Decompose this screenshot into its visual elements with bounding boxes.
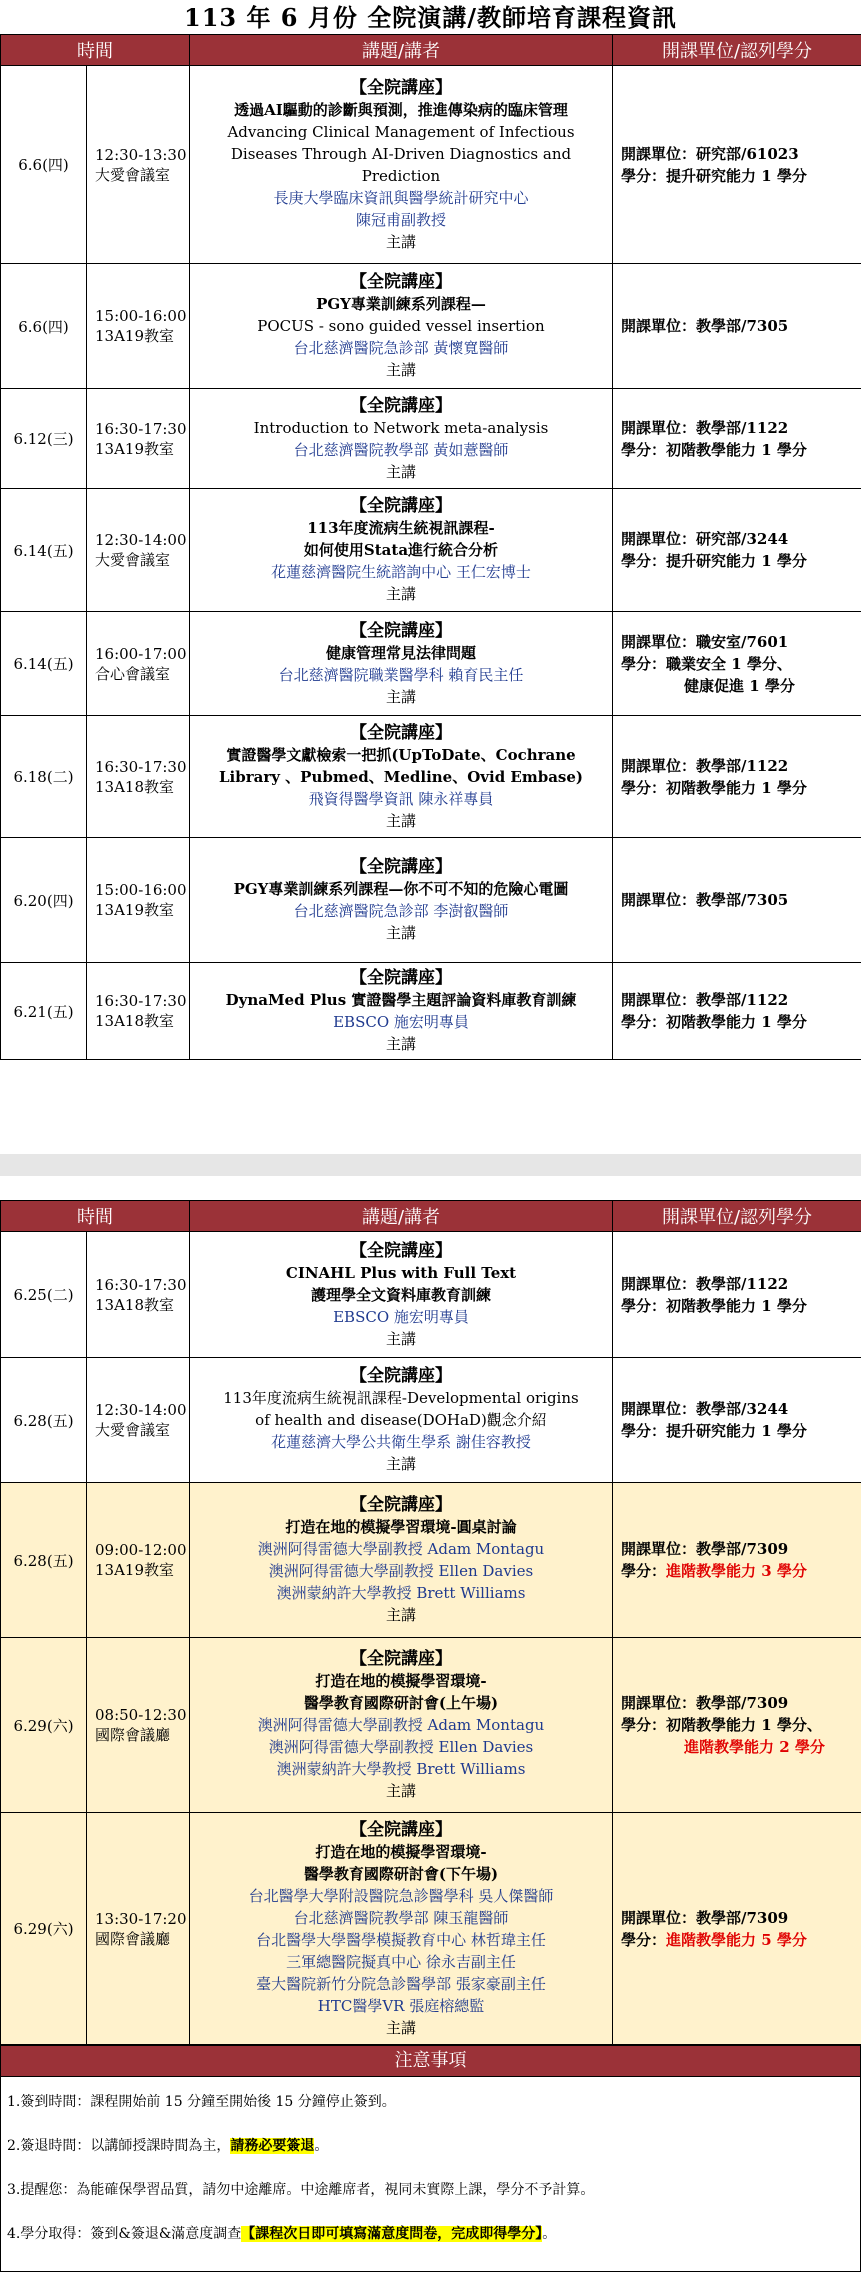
time-range: 16:30-17:30 (95, 757, 189, 777)
time-cell (87, 1813, 190, 2045)
note-1: 1.簽到時間：課程開始前 15 分鐘至開始後 15 分鐘停止簽到。 (7, 2091, 854, 2113)
speaker: EBSCO 施宏明專員 (190, 1011, 612, 1033)
table-row (1, 1232, 861, 1358)
note-2-text: 2.簽退時間：以講師授課時間為主， (7, 2138, 230, 2154)
lecture-kind: 【全院講座】 (190, 1240, 612, 1262)
speaker: 長庚大學臨床資訊與醫學統計研究中心 (190, 187, 612, 209)
room-name: 國際會議廳 (95, 1929, 189, 1949)
speaker: 陳冠甫副教授 (190, 209, 612, 231)
time-range: 15:00-16:00 (95, 880, 189, 900)
host-label: 主講 (190, 1453, 612, 1475)
time-range: 12:30-13:30 (95, 145, 189, 165)
lecture-kind: 【全院講座】 (190, 395, 612, 417)
speaker: 台北慈濟醫院急診部 李澍叡醫師 (190, 900, 612, 922)
time-cell (87, 389, 190, 489)
lecture-title: 打造在地的模擬學習環境- (190, 1841, 612, 1863)
date-cell: 6.6(四) (1, 264, 87, 389)
room-name: 13A18教室 (95, 1295, 189, 1315)
room-name: 13A18教室 (95, 1011, 189, 1031)
lecture-title: 如何使用Stata進行統合分析 (190, 539, 612, 561)
credit-advanced: 進階教學能力 3 學分 (666, 1562, 807, 1580)
lecture-title: PGY專業訓練系列課程—你不可不知的危險心電圖 (190, 878, 612, 900)
topic-cell (190, 1232, 613, 1358)
lecture-kind: 【全院講座】 (190, 1648, 612, 1670)
speaker: 花蓮慈濟醫院生統諮詢中心 王仁宏博士 (190, 561, 612, 583)
unit-cell (613, 66, 861, 264)
topic-cell (190, 716, 613, 838)
schedule-body-1 (1, 66, 861, 1060)
notes-heading: 注意事項 (0, 2045, 861, 2077)
time-cell (87, 716, 190, 838)
speaker: 澳洲阿得雷德大學副教授 Ellen Davies (190, 1736, 612, 1758)
host-label: 主講 (190, 231, 612, 253)
topic-cell (190, 264, 613, 389)
lecture-subtitle: Introduction to Network meta-analysis (190, 417, 612, 439)
unit-cell (613, 838, 861, 963)
credit-text: 學分：初階教學能力 1 學分、 (621, 1716, 822, 1734)
speaker: 台北醫學大學醫學模擬教育中心 林哲瑋主任 (190, 1929, 612, 1951)
lecture-kind: 【全院講座】 (190, 1819, 612, 1841)
speaker: 澳洲蒙納許大學教授 Brett Williams (190, 1582, 612, 1604)
table-row (1, 264, 861, 389)
table-row (1, 66, 861, 264)
time-cell (87, 66, 190, 264)
lecture-kind: 【全院講座】 (190, 271, 612, 293)
table-header-row (1, 35, 861, 66)
note-2-highlight: 請務必要簽退 (230, 2138, 314, 2154)
lecture-title: 打造在地的模擬學習環境- (190, 1670, 612, 1692)
host-label: 主講 (190, 1780, 612, 1802)
speaker: 澳洲阿得雷德大學副教授 Adam Montagu (190, 1538, 612, 1560)
schedule-table-2 (0, 1200, 861, 2045)
lecture-title: DynaMed Plus 實證醫學主題評論資料庫教育訓練 (190, 989, 612, 1011)
course-unit: 開課單位：教學部/7309 (621, 1692, 861, 1714)
speaker: 台北慈濟醫院教學部 陳玉龍醫師 (190, 1907, 612, 1929)
host-label: 主講 (190, 1033, 612, 1055)
time-range: 16:30-17:30 (95, 419, 189, 439)
credit: 學分：提升研究能力 1 學分 (621, 550, 861, 572)
page-separator (0, 1154, 861, 1176)
time-range: 08:50-12:30 (95, 1705, 189, 1725)
notes-box (0, 2077, 861, 2272)
time-range: 13:30-17:20 (95, 1909, 189, 1929)
lecture-subtitle: POCUS - sono guided vessel insertion (190, 315, 612, 337)
lecture-title: 實證醫學文獻檢索一把抓(UpToDate、Cochrane (190, 744, 612, 766)
time-cell (87, 1483, 190, 1638)
credit-advanced: 進階教學能力 5 學分 (666, 1931, 807, 1949)
room-name: 13A18教室 (95, 777, 189, 797)
unit-cell (613, 1358, 861, 1483)
speaker: HTC醫學VR 張庭榕總監 (190, 1995, 612, 2017)
header-time: 時間 (1, 1201, 190, 1232)
unit-cell (613, 1483, 861, 1638)
date-cell: 6.28(五) (1, 1358, 87, 1483)
lecture-kind: 【全院講座】 (190, 495, 612, 517)
speaker: 台北醫學大學附設醫院急診醫學科 吳人傑醫師 (190, 1885, 612, 1907)
unit-cell (613, 489, 861, 612)
table-row (1, 1813, 861, 2045)
lecture-subtitle: Prediction (190, 165, 612, 187)
note-4-text: 4.學分取得：簽到&簽退&滿意度調查 (7, 2226, 241, 2242)
host-label: 主講 (190, 583, 612, 605)
header-unit: 開課單位/認列學分 (613, 1201, 861, 1232)
host-label: 主講 (190, 810, 612, 832)
note-4 (7, 2223, 854, 2245)
speaker: 澳洲阿得雷德大學副教授 Ellen Davies (190, 1560, 612, 1582)
date-cell: 6.14(五) (1, 612, 87, 716)
table-row (1, 838, 861, 963)
credit: 學分：初階教學能力 1 學分 (621, 1011, 861, 1033)
lecture-subtitle: of health and disease(DOHaD)觀念介紹 (190, 1409, 612, 1431)
lecture-kind: 【全院講座】 (190, 856, 612, 878)
course-unit: 開課單位：教學部/7305 (621, 889, 861, 911)
time-range: 16:30-17:30 (95, 1275, 189, 1295)
speaker: EBSCO 施宏明專員 (190, 1306, 612, 1328)
room-name: 國際會議廳 (95, 1725, 189, 1745)
lecture-title: CINAHL Plus with Full Text (190, 1262, 612, 1284)
unit-cell (613, 389, 861, 489)
schedule-body-2 (1, 1232, 861, 2045)
time-cell (87, 963, 190, 1060)
lecture-kind: 【全院講座】 (190, 77, 612, 99)
time-range: 16:00-17:00 (95, 644, 189, 664)
page-break (0, 1060, 861, 1200)
course-unit: 開課單位：教學部/3244 (621, 1398, 861, 1420)
time-range: 15:00-16:00 (95, 306, 189, 326)
speaker: 台北慈濟醫院急診部 黃懷寬醫師 (190, 337, 612, 359)
unit-cell (613, 1232, 861, 1358)
unit-cell (613, 1813, 861, 2045)
room-name: 13A19教室 (95, 900, 189, 920)
lecture-title: 醫學教育國際研討會(下午場) (190, 1863, 612, 1885)
topic-cell (190, 612, 613, 716)
time-cell (87, 489, 190, 612)
credit-advanced: 進階教學能力 2 學分 (621, 1736, 861, 1758)
lecture-subtitle: Advancing Clinical Management of Infectious (190, 121, 612, 143)
table-row (1, 1358, 861, 1483)
lecture-title: 醫學教育國際研討會(上午場) (190, 1692, 612, 1714)
unit-cell (613, 1638, 861, 1813)
topic-cell (190, 66, 613, 264)
topic-cell (190, 1638, 613, 1813)
date-cell: 6.12(三) (1, 389, 87, 489)
note-4-highlight: 【課程次日即可填寫滿意度問卷，完成即得學分】 (241, 2226, 542, 2242)
course-unit: 開課單位：教學部/7309 (621, 1907, 861, 1929)
note-3: 3.提醒您：為能確保學習品質，請勿中途離席。中途離席者，視同未實際上課，學分不予計算。 (7, 2179, 854, 2201)
header-unit: 開課單位/認列學分 (613, 35, 861, 66)
host-label: 主講 (190, 359, 612, 381)
table-row (1, 1638, 861, 1813)
topic-cell (190, 489, 613, 612)
lecture-subtitle: Diseases Through AI-Driven Diagnostics and (190, 143, 612, 165)
table-row (1, 1483, 861, 1638)
topic-cell (190, 389, 613, 489)
topic-cell (190, 1358, 613, 1483)
credit: 學分：初階教學能力 1 學分 (621, 777, 861, 799)
room-name: 13A19教室 (95, 326, 189, 346)
time-cell (87, 1638, 190, 1813)
table-row (1, 612, 861, 716)
lecture-kind: 【全院講座】 (190, 722, 612, 744)
lecture-title: 113年度流病生統視訊課程- (190, 517, 612, 539)
header-time: 時間 (1, 35, 190, 66)
course-unit: 開課單位：教學部/1122 (621, 417, 861, 439)
speaker: 澳洲阿得雷德大學副教授 Adam Montagu (190, 1714, 612, 1736)
host-label: 主講 (190, 922, 612, 944)
host-label: 主講 (190, 1604, 612, 1626)
topic-cell (190, 963, 613, 1060)
date-cell: 6.18(二) (1, 716, 87, 838)
table-row (1, 716, 861, 838)
speaker: 花蓮慈濟大學公共衛生學系 謝佳容教授 (190, 1431, 612, 1453)
credit-extra: 健康促進 1 學分 (621, 675, 861, 697)
speaker: 澳洲蒙納許大學教授 Brett Williams (190, 1758, 612, 1780)
unit-cell (613, 612, 861, 716)
topic-cell (190, 1483, 613, 1638)
host-label: 主講 (190, 461, 612, 483)
note-2-end: 。 (314, 2138, 328, 2154)
speaker: 三軍總醫院擬真中心 徐永吉副主任 (190, 1951, 612, 1973)
course-unit: 開課單位：教學部/7305 (621, 315, 861, 337)
table-header-row (1, 1201, 861, 1232)
speaker: 台北慈濟醫院教學部 黃如薏醫師 (190, 439, 612, 461)
lecture-title: PGY專業訓練系列課程— (190, 293, 612, 315)
room-name: 大愛會議室 (95, 165, 189, 185)
lecture-title: Library 、Pubmed、Medline、Ovid Embase) (190, 766, 612, 788)
course-unit: 開課單位：職安室/7601 (621, 631, 861, 653)
lecture-kind: 【全院講座】 (190, 1494, 612, 1516)
course-unit: 開課單位：研究部/61023 (621, 143, 861, 165)
course-unit: 開課單位：教學部/1122 (621, 989, 861, 1011)
date-cell: 6.29(六) (1, 1638, 87, 1813)
header-topic: 講題/講者 (190, 35, 613, 66)
unit-cell (613, 963, 861, 1060)
course-unit: 開課單位：研究部/3244 (621, 528, 861, 550)
credit (621, 1560, 861, 1582)
topic-cell (190, 838, 613, 963)
room-name: 大愛會議室 (95, 550, 189, 570)
room-name: 13A19教室 (95, 439, 189, 459)
host-label: 主講 (190, 686, 612, 708)
speaker: 台北慈濟醫院職業醫學科 賴育民主任 (190, 664, 612, 686)
credit (621, 1929, 861, 1951)
time-cell (87, 1232, 190, 1358)
date-cell: 6.25(二) (1, 1232, 87, 1358)
course-unit: 開課單位：教學部/7309 (621, 1538, 861, 1560)
time-cell (87, 612, 190, 716)
date-cell: 6.6(四) (1, 66, 87, 264)
lecture-title: 護理學全文資料庫教育訓練 (190, 1284, 612, 1306)
date-cell: 6.28(五) (1, 1483, 87, 1638)
time-cell (87, 264, 190, 389)
lecture-title: 打造在地的模擬學習環境-圓桌討論 (190, 1516, 612, 1538)
host-label: 主講 (190, 1328, 612, 1350)
credit: 學分：初階教學能力 1 學分 (621, 439, 861, 461)
course-unit: 開課單位：教學部/1122 (621, 1273, 861, 1295)
host-label: 主講 (190, 2017, 612, 2039)
unit-cell (613, 264, 861, 389)
room-name: 13A19教室 (95, 1560, 189, 1580)
lecture-kind: 【全院講座】 (190, 1365, 612, 1387)
credit (621, 1714, 861, 1736)
room-name: 合心會議室 (95, 664, 189, 684)
time-cell (87, 838, 190, 963)
topic-cell (190, 1813, 613, 2045)
lecture-subtitle: 113年度流病生統視訊課程-Developmental origins (190, 1387, 612, 1409)
credit: 學分：初階教學能力 1 學分 (621, 1295, 861, 1317)
note-4-end: 。 (542, 2226, 556, 2242)
date-cell: 6.21(五) (1, 963, 87, 1060)
unit-cell (613, 716, 861, 838)
date-cell: 6.20(四) (1, 838, 87, 963)
lecture-kind: 【全院講座】 (190, 620, 612, 642)
room-name: 大愛會議室 (95, 1420, 189, 1440)
lecture-kind: 【全院講座】 (190, 967, 612, 989)
credit-text: 學分： (621, 1562, 666, 1580)
page-title: 113 年 6 月份 全院演講/教師培育課程資訊 (0, 0, 861, 34)
course-unit: 開課單位：教學部/1122 (621, 755, 861, 777)
date-cell: 6.29(六) (1, 1813, 87, 2045)
time-range: 12:30-14:00 (95, 530, 189, 550)
lecture-title: 透過AI驅動的診斷與預測，推進傳染病的臨床管理 (190, 99, 612, 121)
schedule-table-1 (0, 34, 861, 1060)
time-range: 09:00-12:00 (95, 1540, 189, 1560)
time-cell (87, 1358, 190, 1483)
credit: 學分：提升研究能力 1 學分 (621, 1420, 861, 1442)
speaker: 飛資得醫學資訊 陳永祥專員 (190, 788, 612, 810)
table-row (1, 389, 861, 489)
note-2 (7, 2135, 854, 2157)
time-range: 12:30-14:00 (95, 1400, 189, 1420)
time-range: 16:30-17:30 (95, 991, 189, 1011)
header-topic: 講題/講者 (190, 1201, 613, 1232)
credit-text: 學分： (621, 1931, 666, 1949)
table-row (1, 963, 861, 1060)
lecture-title: 健康管理常見法律問題 (190, 642, 612, 664)
credit: 學分：提升研究能力 1 學分 (621, 165, 861, 187)
credit: 學分：職業安全 1 學分、 (621, 653, 861, 675)
date-cell: 6.14(五) (1, 489, 87, 612)
table-row (1, 489, 861, 612)
speaker: 臺大醫院新竹分院急診醫學部 張家豪副主任 (190, 1973, 612, 1995)
